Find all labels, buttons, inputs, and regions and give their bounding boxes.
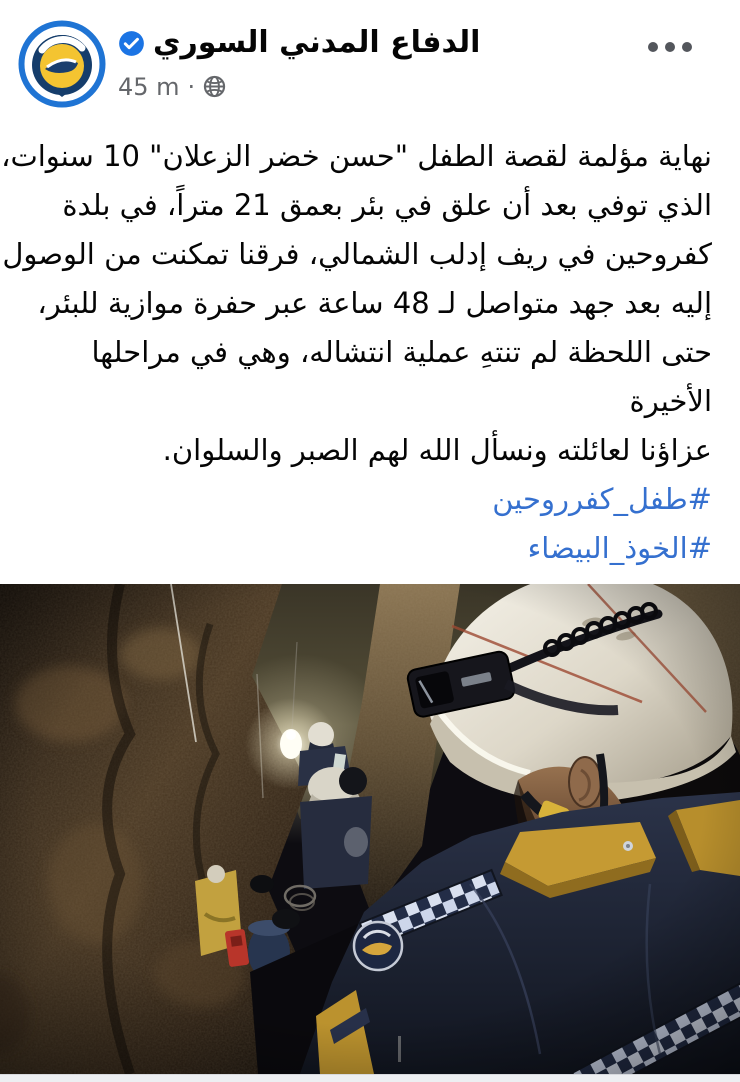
white-helmets-logo-icon xyxy=(18,20,106,108)
post-text-line: نهاية مؤلمة لقصة الطفل "حسن خضر الزعلان" 10 سنوات، xyxy=(1,139,712,173)
screen-bottom-strip xyxy=(0,1074,740,1082)
post-text xyxy=(0,130,740,573)
post-header xyxy=(0,0,740,130)
post-timestamp[interactable]: 45 m xyxy=(118,72,180,101)
avatar[interactable] xyxy=(18,20,106,108)
globe-public-icon xyxy=(203,75,226,98)
dot-icon xyxy=(665,42,675,52)
post-text-line: إليه بعد جهد متواصل لـ 48 ساعة عبر حفرة موازية للبئر، xyxy=(37,286,712,320)
post-photo[interactable] xyxy=(0,584,740,1074)
hashtag-link[interactable]: #طفل_كفرروحين xyxy=(492,482,712,516)
verified-badge-icon xyxy=(118,30,145,57)
post-text-line: حتى اللحظة لم تنتهِ عملية انتشاله، وهي في مراحلها xyxy=(91,335,712,369)
vignette-overlay xyxy=(0,584,740,1074)
dot-icon xyxy=(648,42,658,52)
dot-icon xyxy=(682,42,692,52)
post-text-line: كفروحين في ريف إدلب الشمالي، فرقنا تمكنت من الوصول xyxy=(2,237,712,271)
post-text-line: الذي توفي بعد أن علق في بئر بعمق 21 متراً، في بلدة xyxy=(62,188,712,222)
post-text-line: الأخيرة xyxy=(629,384,712,418)
header-text-block xyxy=(118,26,480,101)
post-text-line: عزاؤنا لعائلته ونسأل الله لهم الصبر والسلوان. xyxy=(162,433,712,467)
page-name[interactable]: الدفاع المدني السوري xyxy=(153,25,481,60)
post-menu-button[interactable] xyxy=(642,36,698,58)
separator-dot: · xyxy=(187,72,196,101)
hashtag-link[interactable]: #الخوذ_البيضاء xyxy=(527,531,712,565)
